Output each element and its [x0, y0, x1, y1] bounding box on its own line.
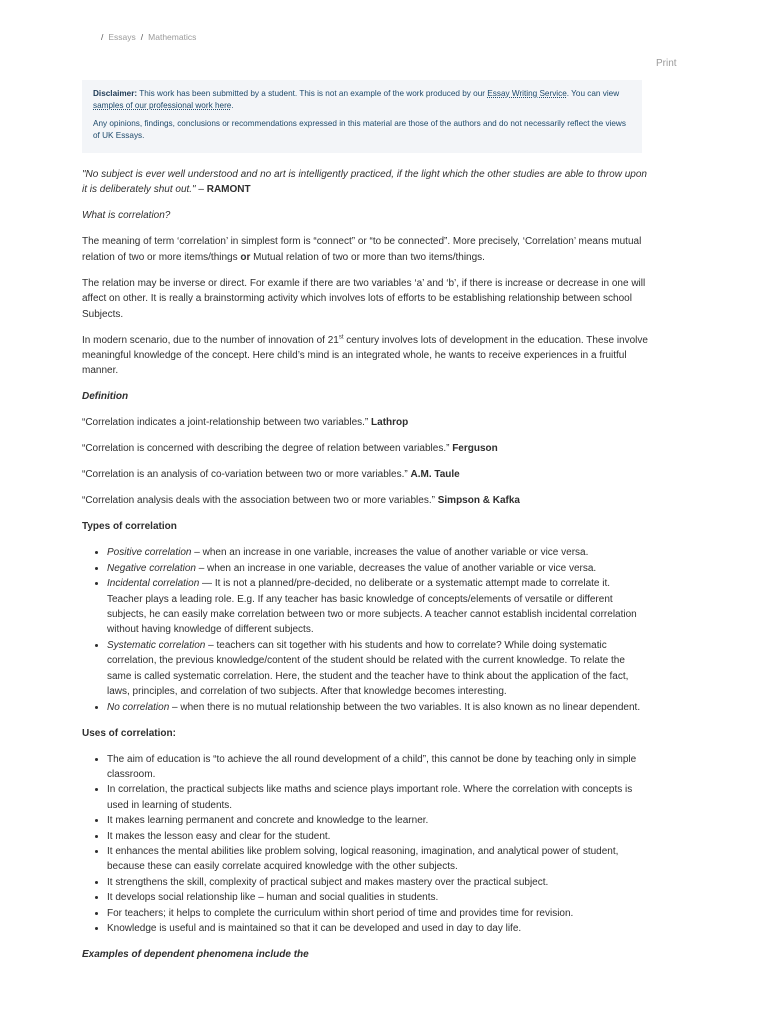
modern-superscript: st — [338, 334, 344, 341]
type-desc: – when an increase in one variable, decreases the value of another variable or vice versa. — [195, 562, 597, 574]
list-item: • It strengthens the skill, complexity of practical subject and makes mastery over the practical subject. — [107, 875, 648, 890]
definition-item — [82, 415, 648, 430]
types-list — [82, 545, 648, 714]
definition-heading — [82, 389, 648, 404]
list-item: • It makes learning permanent and concrete and knowledge to the learner. — [107, 813, 648, 828]
print-button[interactable]: Print — [656, 58, 677, 69]
article-body — [82, 167, 648, 973]
definition-text: “Correlation analysis deals with the association between two or more variables.” — [82, 495, 438, 507]
disclaimer-body: . — [231, 100, 234, 110]
meaning-text: The meaning of term ‘correlation’ in simplest form is “connect” or “to be connected”. More precisely, ‘Correlation’ means mutual relation of two or more items/things — [82, 236, 642, 263]
list-item — [107, 700, 648, 715]
definition-item — [82, 441, 648, 456]
list-item — [107, 545, 648, 560]
type-term: Incidental correlation — [107, 578, 200, 590]
list-item — [107, 561, 648, 576]
examples-heading — [82, 947, 648, 962]
definition-text: “Correlation is an analysis of co-variation between two or more variables.” — [82, 469, 411, 481]
type-desc: – when there is no mutual relationship between the two variables. It is also known as no linear dependent. — [169, 701, 641, 713]
list-item — [107, 638, 648, 700]
definition-author: Simpson & Kafka — [437, 495, 520, 507]
list-item: • It develops social relationship like – human and social qualities in students. — [107, 890, 648, 905]
examples-heading-text: Examples of dependent phenomena include the — [82, 948, 309, 960]
list-item: • It makes the lesson easy and clear for the student. — [107, 829, 648, 844]
type-term: Systematic correlation — [107, 639, 206, 651]
type-desc: – when an increase in one variable, increases the value of another variable or vice versa. — [191, 547, 589, 559]
disclaimer-body: This work has been submitted by a student. This is not an example of the work produced by our — [137, 89, 488, 98]
list-item: • Knowledge is useful and is maintained so that it can be developed and used in day to day life. — [107, 921, 648, 936]
list-item: • The aim of education is “to achieve the all round development of a child”, this cannot be done by teaching only in simple classroom. — [107, 752, 648, 783]
modern-scenario-paragraph — [82, 333, 648, 379]
type-term: Positive correlation — [107, 547, 192, 559]
breadcrumb-link-mathematics[interactable]: Mathematics — [148, 32, 197, 42]
samples-link[interactable]: samples of our professional work here — [93, 100, 232, 110]
modern-text: In modern scenario, due to the number of innovation of 21 — [82, 334, 339, 346]
quote-author: RAMONT — [206, 184, 251, 196]
definition-author: A.M. Taule — [410, 469, 460, 481]
modern-text: century involves lots of development in the education. These involve meaningful knowledge of the concept. Here child’s mind is an integrated whole, he wants to receive experiences in a fruitful manner. — [82, 334, 648, 377]
meaning-text: Mutual relation of two or more than two items/things. — [250, 251, 485, 263]
meaning-or: or — [240, 251, 251, 263]
definition-text: “Correlation indicates a joint-relationship between two variables.” — [82, 417, 372, 429]
meaning-paragraph — [82, 234, 648, 265]
breadcrumb-separator: / — [101, 32, 104, 42]
list-item — [107, 576, 648, 638]
opinions-disclaimer: Any opinions, findings, conclusions or recommendations expressed in this material are those of the authors and do not necessarily reflect the views of UK Essays. — [93, 119, 626, 140]
breadcrumb — [101, 32, 196, 42]
breadcrumb-separator: / — [140, 32, 144, 42]
definition-text: “Correlation is concerned with describing the degree of relation between variables.” — [82, 443, 453, 455]
uses-list — [82, 752, 648, 937]
quote-dash: – — [195, 184, 207, 196]
definition-heading-text: Definition — [82, 391, 129, 403]
disclaimer-body: . You can view — [566, 89, 620, 98]
disclaimer-text — [93, 88, 632, 111]
type-desc: — It is not a planned/pre-decided, no deliberate or a systematic attempt made to correlate it. Teacher plays a leading role. E.g. If any teacher has basic knowledge of concepts/elements of versatile or different subjects, he can easily make correlation between two or more subjects. A teacher cannot establish incidental correlation without having knowledge of different subjects. — [107, 578, 637, 636]
type-term: No correlation — [107, 701, 170, 713]
list-item: • For teachers; it helps to complete the curriculum within short period of time and provides time for revision. — [107, 906, 648, 921]
definition-author: Lathrop — [371, 417, 409, 429]
definition-author: Ferguson — [452, 443, 498, 455]
disclaimer-label: Disclaimer: — [93, 89, 138, 98]
disclaimer-box — [82, 80, 642, 153]
essay-writing-service-link[interactable]: Essay Writing Service — [487, 89, 567, 98]
definition-item — [82, 493, 648, 508]
what-is-correlation-heading: What is correlation? — [82, 210, 171, 222]
list-item: • In correlation, the practical subjects like maths and science plays important role. Where the correlation with concepts is used in learning of students. — [107, 782, 648, 813]
quote-text: "No subject is ever well understood and no art is intelligently practiced, if the light which the other studies are able to throw upon it is deliberately shut out." — [82, 169, 647, 196]
types-heading: Types of correlation — [82, 521, 177, 533]
type-desc: – teachers can sit together with his students and how to correlate? While doing systematic correlation, the previous knowledge/content of the student should be related with the current knowledge. To relate the same is called systematic correlation. Here, the student and the teacher have to think about the application of the fact, laws, principles, and correlation of two subjects. After that knowledge becomes interesting. — [107, 639, 629, 698]
type-term: Negative correlation — [107, 562, 196, 574]
list-item: • It enhances the mental abilities like problem solving, logical reasoning, imagination, and analytical power of student, because these can easily correlate acquired knowledge with the other subjects. — [107, 844, 648, 875]
relation-paragraph: The relation may be inverse or direct. For examle if there are two variables ‘a’ and ‘b’, if there is increase or decrease in one will affect on other. It is really a brainstorming activity which involves lots of efforts to be establishing relationship between school Subjects. — [82, 277, 646, 320]
breadcrumb-link-essays[interactable]: Essays — [108, 32, 136, 42]
opening-quote — [82, 167, 648, 198]
definition-item — [82, 467, 648, 482]
uses-heading: Uses of correlation: — [82, 727, 176, 739]
